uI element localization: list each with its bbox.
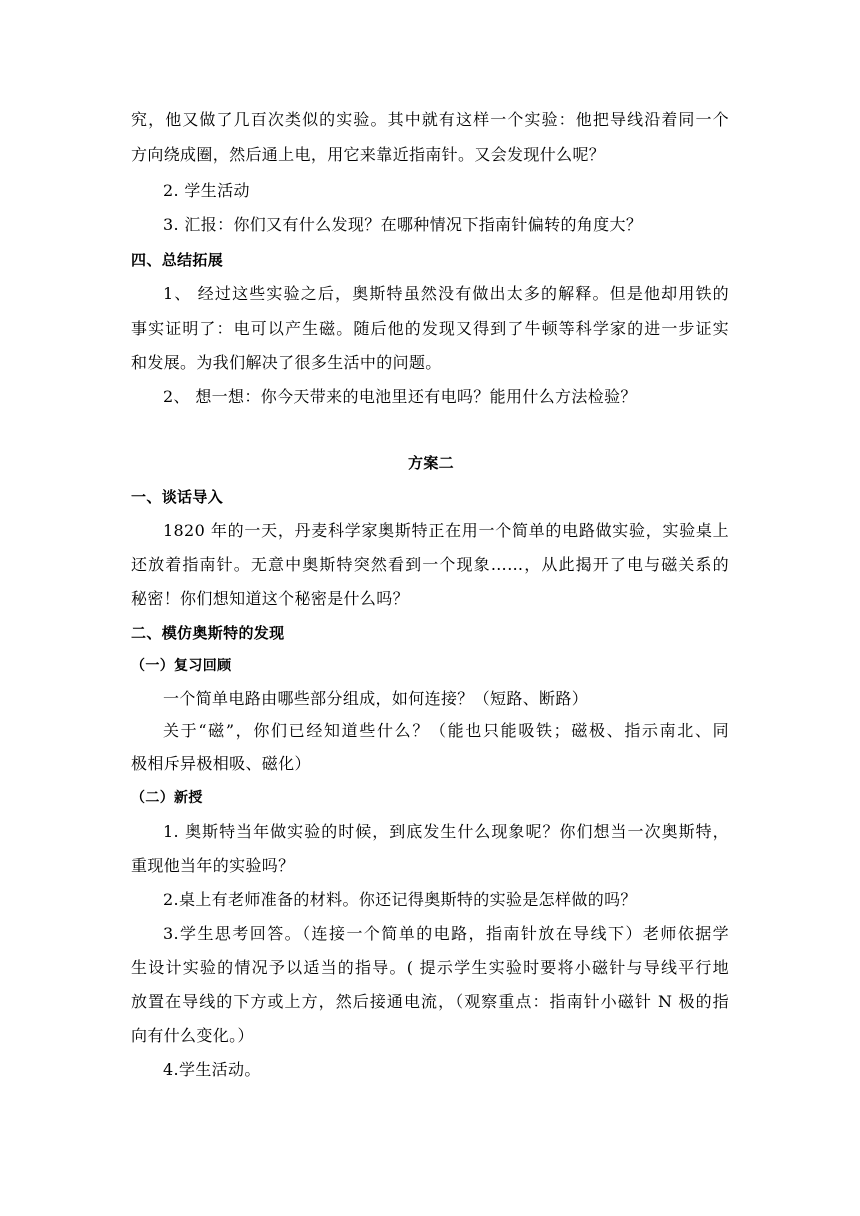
paragraph-line: 向有什么变化。） — [131, 1026, 254, 1045]
list-item: 2.桌上有老师准备的材料。你还记得奥斯特的实验是怎样做的吗？ — [163, 890, 637, 909]
list-item: 1、 经过这些实验之后，奥斯特虽然没有做出太多的解释。但是他却用铁的 — [163, 284, 729, 303]
paragraph-line: 还放着指南针。无意中奥斯特突然看到一个现象……，从此揭开了电与磁关系的 — [131, 555, 729, 574]
list-item: 3. 汇报：你们又有什么发现？在哪种情况下指南针偏转的角度大？ — [163, 215, 643, 234]
paragraph-line: 1820 年的一天，丹麦科学家奥斯特正在用一个简单的电路做实验，实验桌上 — [163, 521, 729, 540]
section-heading: 一、谈话导入 — [131, 488, 224, 506]
paragraph-line: 和发展。为我们解决了很多生活中的问题。 — [131, 353, 442, 372]
plan-title: 方案二 — [407, 454, 455, 472]
paragraph-line: 方向绕成圈，然后通上电，用它来靠近指南针。又会发现什么呢？ — [131, 145, 606, 164]
paragraph-line: 一个简单电路由哪些部分组成，如何连接？（短路、断路） — [163, 689, 589, 708]
subsection-heading: （二）新授 — [131, 790, 203, 806]
paragraph-line: 究，他又做了几百次类似的实验。其中就有这样一个实验：他把导线沿着同一个 — [131, 110, 729, 129]
section-heading: 二、模仿奥斯特的发现 — [131, 624, 285, 642]
paragraph-line: 生设计实验的情况予以适当的指导。( 提示学生实验时要将小磁针与导线平行地 — [131, 958, 729, 977]
paragraph-line: 放置在导线的下方或上方，然后接通电流，（观察重点：指南针小磁针 N 极的指 — [131, 992, 729, 1011]
paragraph-line: 事实证明了：电可以产生磁。随后他的发现又得到了牛顿等科学家的进一步证实 — [131, 319, 729, 338]
list-item: 1. 奥斯特当年做实验的时候，到底发生什么现象呢？你们想当一次奥斯特， — [163, 822, 729, 841]
paragraph-line: 重现他当年的实验吗？ — [131, 856, 295, 875]
list-item: 2、 想一想：你今天带来的电池里还有电吗？能用什么方法检验？ — [163, 387, 637, 406]
paragraph-line: 极相斥异极相吸、磁化） — [131, 754, 311, 773]
subsection-heading: （一）复习回顾 — [131, 658, 232, 674]
paragraph-line: 关于“磁”，你们已经知道些什么？（能也只能吸铁；磁极、指示南北、同 — [163, 721, 729, 740]
paragraph-line: 秘密！你们想知道这个秘密是什么吗？ — [131, 589, 409, 608]
list-item: 2. 学生活动 — [163, 181, 250, 200]
section-heading: 四、总结拓展 — [131, 251, 224, 269]
list-item: 4.学生活动。 — [163, 1060, 261, 1079]
list-item: 3.学生思考回答。（连接一个简单的电路，指南针放在导线下）老师依据学 — [163, 924, 729, 943]
